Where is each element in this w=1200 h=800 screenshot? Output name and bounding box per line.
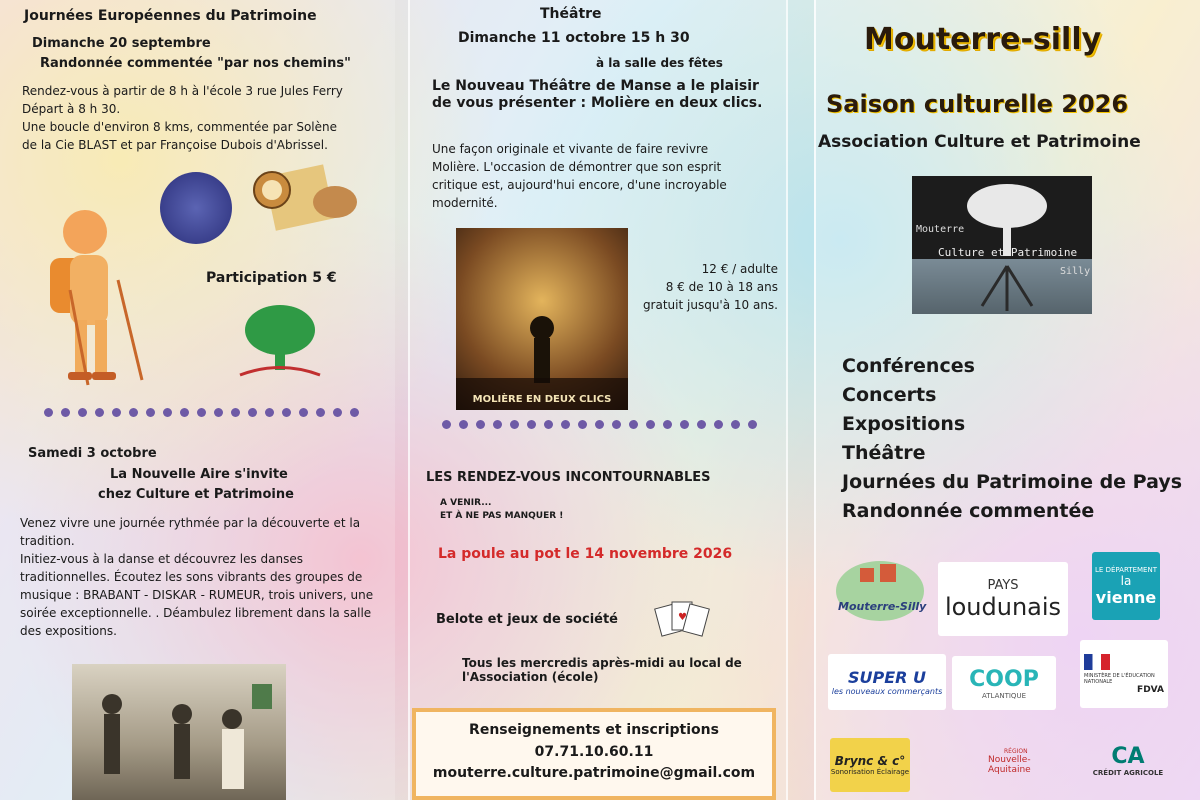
pays-loudunais-logo	[938, 562, 1068, 636]
hiker-illustration	[30, 200, 150, 390]
activity-item: Théâtre	[842, 442, 926, 464]
vienne-logo	[1092, 552, 1160, 620]
logo-bot-text: Silly	[1060, 266, 1091, 277]
desc-line: Départ à 8 h 30.	[22, 102, 121, 116]
contact-title: Renseignements et inscriptions	[469, 722, 719, 738]
belote-desc-line2: l'Association (école)	[462, 670, 599, 684]
theatre-prices	[638, 260, 778, 314]
vienne-text: vienne	[1095, 587, 1157, 607]
theatre-place: à la salle des fêtes	[596, 56, 723, 70]
desc-line: Rendez-vous à partir de 8 h à l'école 3 rue Jules Ferry	[22, 84, 343, 98]
town-title: Mouterre-silly	[864, 22, 1102, 57]
nouvelle-aquitaine-logo	[966, 748, 1062, 788]
theatre-desc: Une façon originale et vivante de faire revivre Molière. L'occasion de démontrer que son esprit critique est, aujourd'hui encore, d'une incroyable modernité.	[432, 142, 727, 210]
activities-list	[842, 352, 1182, 526]
activity-item: Randonnée commentée	[842, 500, 1095, 522]
section1-event: Randonnée commentée "par nos chemins"	[40, 56, 351, 71]
coop-text: COOP	[969, 666, 1039, 692]
contact-phone[interactable]: 07.71.10.60.11	[534, 744, 654, 760]
ca-text: CRÉDIT AGRICOLE	[1092, 769, 1164, 777]
credit-agricole-logo	[1084, 744, 1172, 788]
section1-date: Dimanche 20 septembre	[32, 36, 211, 51]
right-panel	[814, 0, 1200, 800]
contact-box	[412, 708, 776, 800]
coop-logo	[952, 656, 1056, 710]
french-flag-icon	[1084, 654, 1110, 670]
belote-desc-line1: Tous les mercredis après-midi au local de	[462, 656, 742, 670]
region-text: RÉGION	[1004, 748, 1028, 755]
dancers-photo	[72, 664, 286, 800]
fdva-logo	[1080, 640, 1168, 708]
divider-dots	[44, 408, 359, 417]
section2-title-line2: chez Culture et Patrimoine	[98, 487, 294, 502]
theatre-headline: Le Nouveau Théâtre de Manse a le plaisir de vous présenter : Molière en deux clics.	[432, 78, 763, 111]
section1-title: Journées Européennes du Patrimoine	[24, 8, 317, 24]
section2-desc: Venez vivre une journée rythmée par la découverte et la tradition. Initiez-vous à la danse et découvrez les danses traditionnelles. Écoutez les sons vibrants des groupes de musique : BRABANT - DISKAR - RUMEUR, trois univers, une soirée exceptionnelle. . Déambulez librement dans la salle des expositions.	[20, 516, 374, 638]
contact-email[interactable]: mouterre.culture.patrimoine@gmail.com	[432, 765, 756, 781]
brync-sub: Sonorisation Éclairage	[830, 768, 910, 776]
logo-top-text: Mouterre	[916, 224, 965, 235]
superu-tag: les nouveaux commerçants	[831, 687, 943, 696]
section2-title-line1: La Nouvelle Aire s'invite	[110, 467, 288, 482]
rdv-sub2: ET À NE PAS MANQUER !	[440, 511, 564, 521]
price-youth: 8 € de 10 à 18 ans	[665, 280, 778, 294]
svg-text:♥: ♥	[678, 612, 687, 623]
blast-logo	[160, 172, 232, 244]
ca-icon: CA	[1111, 744, 1145, 769]
super-u-logo	[828, 654, 946, 710]
rdv-title: LES RENDEZ-VOUS INCONTOURNABLES	[426, 470, 711, 485]
association-logo	[912, 176, 1092, 314]
divider-dots	[442, 420, 757, 429]
season-title: Saison culturelle 2026	[826, 90, 1129, 118]
association-title: Association Culture et Patrimoine	[818, 132, 1141, 152]
poule-event: La poule au pot le 14 novembre 2026	[438, 546, 733, 562]
fdva-sub: MINISTÈRE DE L'ÉDUCATION NATIONALE	[1084, 672, 1155, 685]
participation-price: Participation 5 €	[206, 270, 337, 286]
left-panel	[0, 0, 395, 800]
map-compass-icon	[250, 160, 360, 240]
activity-item: Concerts	[842, 384, 937, 406]
vienne-small: LE DÉPARTEMENT	[1095, 565, 1157, 574]
mouterre-silly-logo	[830, 546, 930, 626]
belote-title: Belote et jeux de société	[436, 612, 618, 627]
middle-panel	[408, 0, 788, 800]
section2-date: Samedi 3 octobre	[28, 446, 157, 461]
theatre-date: Dimanche 11 octobre 15 h 30	[458, 30, 690, 46]
activity-item: Expositions	[842, 413, 966, 435]
nouvelle-aquitaine-text: Nouvelle-Aquitaine	[988, 755, 1031, 775]
fdva-text: FDVA	[1137, 684, 1164, 695]
price-child: gratuit jusqu'à 10 ans.	[642, 298, 778, 312]
abrissel-tree-logo	[235, 300, 325, 385]
mouterre-logo-text: Mouterre-Silly	[838, 600, 927, 613]
brync-text: Brync & c°	[834, 754, 906, 768]
coop-sub: ATLANTIQUE	[981, 691, 1026, 700]
desc-line: de la Cie BLAST et par Françoise Dubois d'Abrissel.	[22, 138, 328, 152]
pays-text: PAYS	[987, 577, 1019, 593]
superu-text: SUPER U	[847, 668, 927, 687]
vienne-la: la	[1120, 573, 1132, 588]
price-adult: 12 € / adulte	[701, 262, 778, 276]
brync-logo	[830, 738, 910, 792]
logo-mid-text: Culture et Patrimoine	[938, 246, 1078, 259]
poster-caption: MOLIÈRE EN DEUX CLICS	[472, 394, 612, 405]
desc-line: Une boucle d'environ 8 kms, commentée par Solène	[22, 120, 337, 134]
theatre-category: Théâtre	[540, 6, 602, 22]
loudunais-text: loudunais	[944, 592, 1062, 621]
activity-item: Conférences	[842, 355, 975, 377]
playing-cards-icon	[654, 596, 714, 644]
rdv-sub1: A VENIR...	[440, 498, 492, 508]
section1-desc	[22, 82, 382, 154]
activity-item: Journées du Patrimoine de Pays	[842, 471, 1183, 493]
moliere-poster	[456, 228, 628, 410]
